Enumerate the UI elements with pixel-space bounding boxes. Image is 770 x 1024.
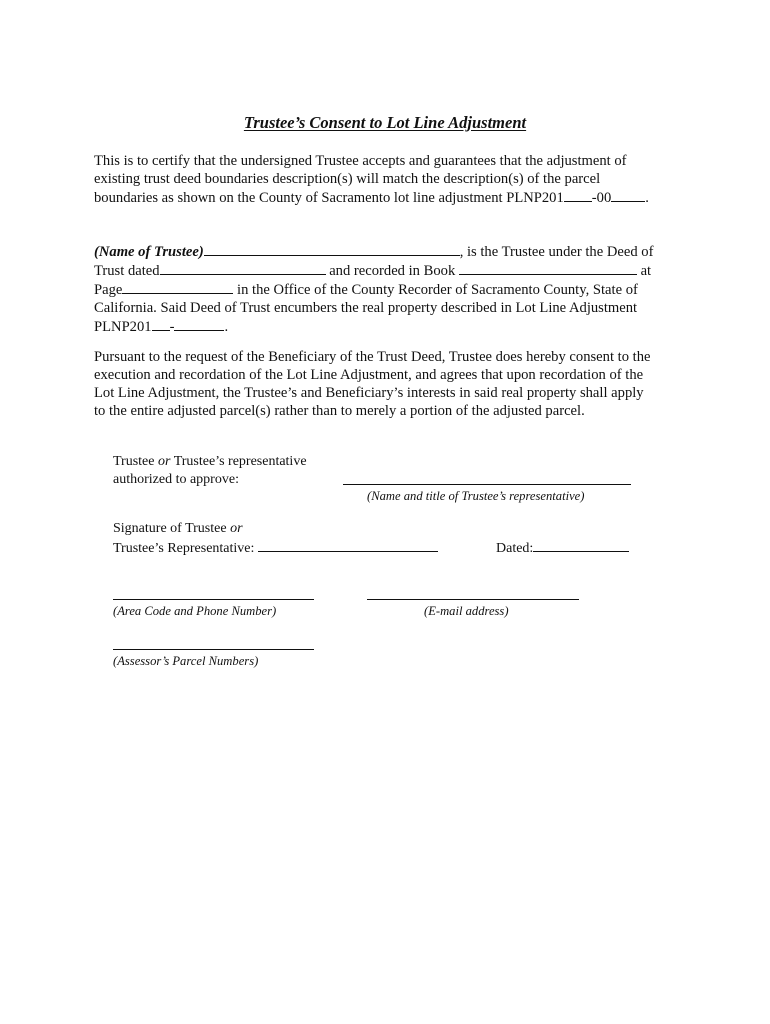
plnp-number-blank[interactable] <box>611 188 645 202</box>
page-number-blank[interactable] <box>122 280 233 294</box>
certification-line-3: boundaries as shown on the County of Sacramento lot line adjustment PLNP201 -00 . <box>94 190 649 206</box>
consent-line-2: execution and recordation of the Lot Line Adjustment, and agrees that upon recordation of the <box>94 367 644 383</box>
trustee-line-1: (Name of Trustee) , is the Trustee under the Deed of <box>94 244 654 260</box>
consent-line-3: Lot Line Adjustment, the Trustee’s and Beneficiary’s interests in said real property shall apply <box>94 385 644 401</box>
trustee-line-3: Page in the Office of the County Recorder of Sacramento County, State of <box>94 282 638 298</box>
trustee-line-2: Trust dated and recorded in Book at <box>94 263 652 279</box>
book-number-blank[interactable] <box>459 261 637 275</box>
signature-line[interactable] <box>258 538 438 552</box>
document-title: Trustee’s Consent to Lot Line Adjustment <box>243 113 527 132</box>
consent-line-1: Pursuant to the request of the Beneficiary of the Trust Deed, Trustee does hereby consent to the <box>94 349 651 365</box>
trustee-name-blank[interactable] <box>204 242 460 256</box>
lla-number-blank[interactable] <box>174 317 224 331</box>
consent-paragraph <box>94 348 694 420</box>
dated-field: Dated: <box>496 538 629 558</box>
plnp-year-blank[interactable] <box>564 188 592 202</box>
email-caption: (E-mail address) <box>424 604 509 618</box>
certification-paragraph <box>94 152 694 207</box>
representative-name-line[interactable] <box>343 484 631 485</box>
phone-caption: (Area Code and Phone Number) <box>113 604 277 618</box>
signature-label: Signature of Trustee or Trustee’s Representative: <box>113 520 438 558</box>
lla-year-blank[interactable] <box>152 317 170 331</box>
certification-line-2: existing trust deed boundaries description(s) will match the description(s) of the parcel <box>94 171 601 187</box>
dated-line[interactable] <box>533 538 629 552</box>
approve-label: Trustee or Trustee’s representative authorized to approve: <box>113 454 307 487</box>
certification-line-1: This is to certify that the undersigned Trustee accepts and guarantees that the adjustment of <box>94 153 627 169</box>
trust-date-blank[interactable] <box>160 261 326 275</box>
trustee-paragraph <box>94 242 694 336</box>
apn-line[interactable] <box>113 649 314 650</box>
consent-line-4: to the entire adjusted parcel(s) rather than to merely a portion of the adjusted parcel. <box>94 403 585 419</box>
apn-caption: (Assessor’s Parcel Numbers) <box>113 654 259 668</box>
representative-name-caption: (Name and title of Trustee’s representative) <box>367 489 585 503</box>
email-line[interactable] <box>367 599 579 600</box>
trustee-line-4: California. Said Deed of Trust encumbers the real property described in Lot Line Adjustment <box>94 300 638 316</box>
name-of-trustee-label: (Name of Trustee) <box>94 244 204 260</box>
trustee-line-5: PLNP201 - . <box>94 319 229 335</box>
phone-line[interactable] <box>113 599 314 600</box>
